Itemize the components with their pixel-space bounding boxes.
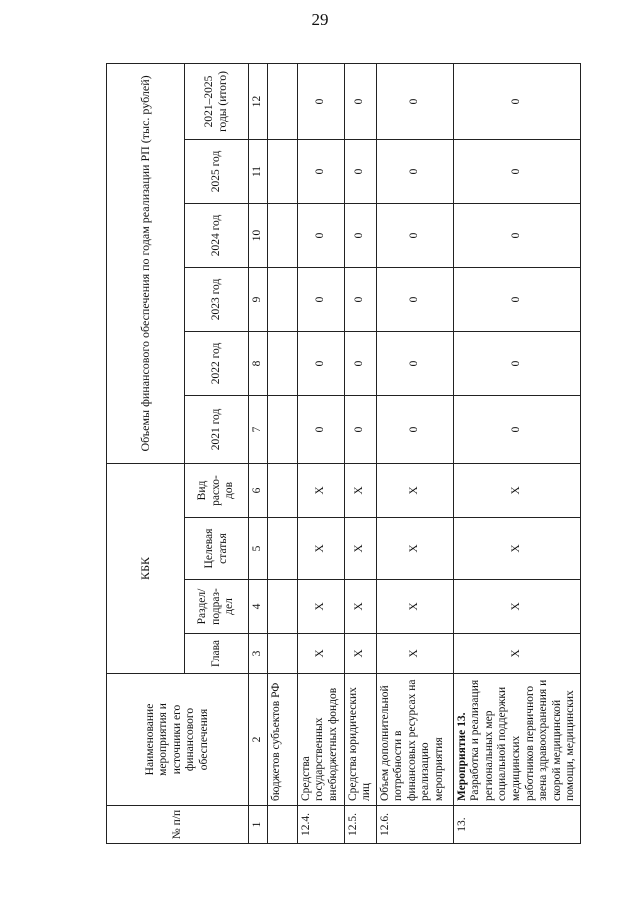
row-value	[267, 267, 297, 331]
table-row	[344, 63, 376, 843]
row-value: 0	[297, 395, 344, 463]
header-year-col: 2024 год	[185, 203, 249, 267]
col-number: 8	[249, 331, 268, 395]
table-row	[376, 63, 453, 843]
row-kbk	[267, 463, 297, 517]
header-year-col: 2025 год	[185, 139, 249, 203]
row-kbk	[267, 518, 297, 580]
rotated-table-container	[106, 64, 577, 844]
col-number: 11	[249, 139, 268, 203]
row-value: 0	[376, 139, 453, 203]
table-row	[297, 63, 344, 843]
header-kbk-col: Целевая статья	[185, 518, 249, 580]
header-year-col: 2022 год	[185, 331, 249, 395]
row-kbk	[267, 580, 297, 634]
row-name-text: Средства юридических лиц	[346, 687, 373, 801]
col-number: 5	[249, 518, 268, 580]
header-num: № п/п	[107, 806, 249, 844]
row-value: 0	[297, 331, 344, 395]
row-value: 0	[453, 331, 580, 395]
col-number: 6	[249, 463, 268, 517]
col-number: 9	[249, 267, 268, 331]
row-num: 12.6.	[376, 806, 453, 844]
row-value: 0	[453, 63, 580, 139]
row-value	[267, 203, 297, 267]
header-year-col: 2021–2025 годы (итого)	[185, 63, 249, 139]
row-kbk: Х	[344, 634, 376, 674]
row-num: 12.4.	[297, 806, 344, 844]
row-name	[297, 674, 344, 806]
row-kbk: Х	[453, 580, 580, 634]
row-kbk	[267, 634, 297, 674]
rotated-table-frame	[106, 64, 577, 844]
header-year-col: 2023 год	[185, 267, 249, 331]
row-name	[344, 674, 376, 806]
row-value: 0	[344, 267, 376, 331]
row-name-text: Объем дополнительной потребности в финансовых ресурсах на реализацию мероприятия	[378, 679, 445, 801]
row-kbk: Х	[376, 463, 453, 517]
row-kbk: Х	[376, 580, 453, 634]
row-num: 12.5.	[344, 806, 376, 844]
row-value: 0	[297, 139, 344, 203]
row-value: 0	[453, 395, 580, 463]
row-value: 0	[376, 63, 453, 139]
row-kbk: Х	[344, 463, 376, 517]
row-value: 0	[376, 267, 453, 331]
col-number: 3	[249, 634, 268, 674]
row-kbk: Х	[297, 634, 344, 674]
row-num: 13.	[453, 806, 580, 844]
funding-table	[106, 63, 581, 844]
row-value: 0	[297, 63, 344, 139]
row-name-text: бюджетов субъектов РФ	[269, 682, 282, 801]
header-kbk-col: Вид расхо-дов	[185, 463, 249, 517]
column-numbers-row	[249, 63, 268, 843]
row-value: 0	[344, 203, 376, 267]
row-value: 0	[376, 395, 453, 463]
table-row	[453, 63, 580, 843]
row-name-bold: Мероприятие 13.	[455, 712, 468, 801]
row-value: 0	[297, 203, 344, 267]
row-kbk: Х	[297, 580, 344, 634]
row-value: 0	[297, 267, 344, 331]
row-value: 0	[453, 267, 580, 331]
table-row	[267, 63, 297, 843]
row-name	[453, 674, 580, 806]
row-value: 0	[376, 203, 453, 267]
row-value: 0	[453, 203, 580, 267]
row-kbk: Х	[297, 463, 344, 517]
row-value: 0	[453, 139, 580, 203]
page-number: 29	[311, 10, 329, 29]
row-kbk: Х	[344, 518, 376, 580]
row-name-text: Разработка и реализация региональных мер социальной поддержки медицинских работников первичного звена здравоохранения и скорой медицинской помощи, медицинских	[469, 679, 577, 801]
row-kbk: Х	[453, 463, 580, 517]
row-value: 0	[376, 331, 453, 395]
row-kbk: Х	[376, 634, 453, 674]
row-value: 0	[344, 63, 376, 139]
header-name: Наименование мероприятия и источники его финансового обеспечения	[107, 674, 249, 806]
row-value: 0	[344, 331, 376, 395]
row-name-text: Средства государственных внебюджетных фондов	[299, 687, 339, 801]
header-kbk-col: Раздел/ подраз-дел	[185, 580, 249, 634]
header-funding: Объемы финансового обеспечения по годам реализации РП (тыс. рублей)	[107, 63, 185, 463]
col-number: 10	[249, 203, 268, 267]
row-kbk: Х	[453, 634, 580, 674]
row-value	[267, 331, 297, 395]
row-kbk: Х	[376, 518, 453, 580]
row-kbk: Х	[344, 580, 376, 634]
row-value	[267, 63, 297, 139]
col-number: 1	[249, 806, 268, 844]
row-kbk: Х	[453, 518, 580, 580]
col-number: 2	[249, 674, 268, 806]
col-number: 12	[249, 63, 268, 139]
row-value	[267, 395, 297, 463]
header-kbk: КБК	[107, 463, 185, 673]
header-kbk-col: Глава	[185, 634, 249, 674]
row-value: 0	[344, 395, 376, 463]
row-num	[267, 806, 297, 844]
row-kbk: Х	[297, 518, 344, 580]
row-name	[267, 674, 297, 806]
row-value: 0	[344, 139, 376, 203]
col-number: 7	[249, 395, 268, 463]
row-name	[376, 674, 453, 806]
col-number: 4	[249, 580, 268, 634]
header-year-col: 2021 год	[185, 395, 249, 463]
row-value	[267, 139, 297, 203]
